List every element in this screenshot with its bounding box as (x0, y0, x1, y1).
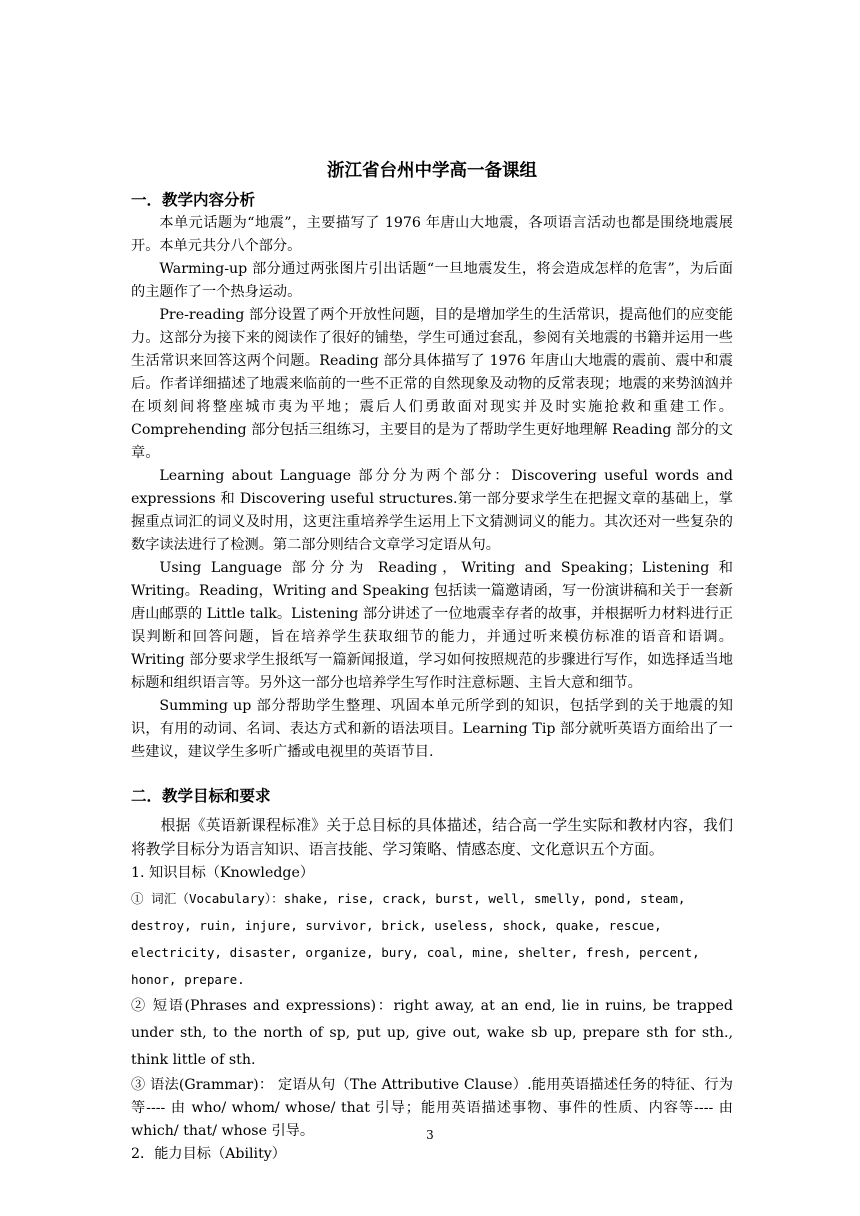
page-title: 浙江省台州中学高一备课组 (327, 161, 537, 181)
section1-paragraph-5: Using Language 部分分为 Reading，Writing and Speaking；Listening 和 Writing。Reading，Writing and Speaking 包括读一篇邀请函，写一份演讲稿和关于一套新唐山邮票的 Little talk。Listening 部分讲述了一位地震幸存者的故事，并根据听力材料进行正误判断和回答问题，旨在培养学生获取细节的能力，并通过听来模仿标准的语音和语调。Writing 部分要求学生报纸写一篇新闻报道，学习如何按照规范的步骤进行写作，如选择适当地标题和组织语言等。另外这一部分也培养学生写作时注意标题、主旨大意和细节。 (131, 560, 733, 691)
page-content (131, 158, 733, 1166)
section2-heading: 二．教学目标和要求 (131, 787, 271, 805)
section1-paragraph-3: Pre-reading 部分设置了两个开放性问题，目的是增加学生的生活常识，提高他们的应变能力。这部分为接下来的阅读作了很好的铺垫，学生可通过套乱，参阅有关地震的书籍并运用一些生活常识来回答这两个问题。Reading 部分具体描写了 1976 年唐山大地震的震前、震中和震后。作者详细描述了地震来临前的一些不正常的自然现象及动物的反常表现；地震的来势汹汹并在顷刻间将整座城市夷为平地；震后人们勇敢面对现实并及时实施抢救和重建工作。Comprehending 部分包括三组练习，主要目的是为了帮助学生更好地理解 Reading 部分的文章。 (131, 307, 733, 461)
ability-heading: 2．能力目标（Ability） (131, 1146, 286, 1162)
section1-heading: 一．教学内容分析 (131, 191, 256, 209)
section1-paragraph-4: Learning about Language 部分分为两个部分：Discovering useful words and expressions 和 Discovering useful structures.第一部分要求学生在把握文章的基础上，掌握重点词汇的词义及时用，这更注重培养学生运用上下文猜测词义的能力。其次还对一些复杂的数字读法进行了检测。第二部分则结合文章学习定语从句。 (131, 468, 733, 553)
section1-paragraph-6: Summing up 部分帮助学生整理、巩固本单元所学到的知识，包括学到的关于地震的知识，有用的动词、名词、表达方式和新的语法项目。Learning Tip 部分就听英语方面给出了一些建议，建议学生多听广播或电视里的英语节目. (131, 698, 733, 760)
grammar-item: ③ 语法(Grammar)： 定语从句（The Attributive Clause）.能用英语描述任务的特征、行为等---- 由 who/ whom/ whose/ that 引导；能用英语描述事物、事件的性质、内容等---- 由 which/ that/ whose 引导。 (131, 1077, 733, 1139)
section1-paragraph-2: Warming-up 部分通过两张图片引出话题“一旦地震发生，将会造成怎样的危害”，为后面的主题作了一个热身运动。 (131, 261, 733, 300)
vocabulary-list: ① 词汇（Vocabulary）：shake, rise, crack, burst, well, smelly, pond, steam, destroy, ruin, injure, survivor, brick, useless, shock, quake, rescue, electricity, disaster, organize, bury, coal, mine, shelter, fresh, percent, honor, prepare. (131, 891, 700, 987)
phrases-list: ② 短语(Phrases and expressions)：right away, at an end, lie in ruins, be trapped under sth, to the north of sp, put up, give out, wake sb up, prepare sth for sth., think little of sth. (131, 998, 733, 1068)
section1-paragraph-1: 本单元话题为“地震”，主要描写了 1976 年唐山大地震，各项语言活动也都是围绕地震展开。本单元共分八个部分。 (131, 215, 733, 254)
section2-intro: 根据《英语新课程标准》关于总目标的具体描述，结合高一学生实际和教材内容，我们将教学目标分为语言知识、语言技能、学习策略、情感态度、文化意识五个方面。 (131, 817, 733, 858)
page-number: 3 (426, 1128, 434, 1142)
knowledge-heading: 1. 知识目标（Knowledge） (131, 865, 315, 881)
